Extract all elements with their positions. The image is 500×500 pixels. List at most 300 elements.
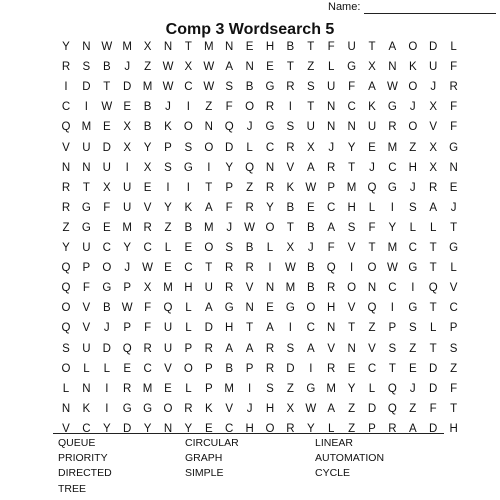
- grid-letter: N: [225, 41, 234, 53]
- grid-letter: C: [347, 101, 356, 114]
- grid-letter: U: [82, 141, 91, 154]
- grid-letter: T: [429, 302, 437, 315]
- grid-letter: T: [286, 61, 294, 74]
- grid-letter: E: [306, 201, 315, 214]
- grid-letter: Y: [347, 141, 356, 154]
- grid-letter: S: [164, 161, 172, 174]
- grid-letter: H: [408, 161, 417, 174]
- grid-letter: B: [102, 61, 111, 74]
- grid-letter: P: [388, 322, 397, 335]
- grid-letter: E: [347, 362, 356, 375]
- grid-letter: Y: [62, 41, 70, 53]
- grid-letter: B: [306, 282, 315, 295]
- grid-letter: J: [369, 161, 375, 174]
- grid-letter: E: [184, 242, 193, 254]
- grid-letter: Y: [306, 422, 315, 435]
- grid-letter: N: [327, 101, 336, 114]
- grid-letter: U: [204, 282, 213, 295]
- grid-letter: G: [81, 221, 91, 234]
- grid-letter: B: [306, 221, 315, 234]
- grid-letter: O: [265, 221, 275, 234]
- name-label: Name:: [328, 1, 361, 13]
- grid-letter: N: [347, 121, 356, 134]
- grid-letter: U: [123, 181, 132, 194]
- grid-letter: S: [225, 81, 234, 94]
- grid-letter: Q: [224, 121, 234, 134]
- grid-letter: T: [184, 41, 192, 53]
- grid-letter: G: [408, 262, 418, 275]
- grid-letter: D: [225, 141, 234, 154]
- grid-letter: M: [204, 221, 214, 234]
- grid-letter: M: [142, 81, 153, 94]
- grid-letter: F: [450, 101, 458, 114]
- grid-letter: E: [102, 121, 111, 134]
- grid-letter: F: [429, 402, 437, 415]
- grid-letter: B: [143, 121, 152, 134]
- grid-letter: M: [142, 382, 153, 395]
- grid-letter: M: [285, 282, 296, 295]
- grid-letter: R: [388, 121, 397, 134]
- grid-letter: X: [143, 282, 152, 295]
- grid-letter: G: [265, 121, 275, 134]
- grid-letter: E: [102, 221, 111, 234]
- word-list-item: TREE: [58, 482, 87, 495]
- grid-letter: R: [245, 201, 254, 214]
- page-title: Comp 3 Wordsearch 5: [165, 21, 335, 38]
- grid-letter: J: [430, 81, 437, 94]
- grid-letter: I: [390, 302, 394, 315]
- grid-letter: X: [286, 402, 295, 415]
- grid-letter: D: [82, 81, 91, 94]
- grid-letter: C: [388, 161, 397, 174]
- grid-letter: Y: [347, 382, 356, 395]
- grid-letter: L: [83, 362, 90, 375]
- grid-letter: L: [327, 422, 335, 435]
- grid-letter: R: [61, 181, 71, 194]
- grid-letter: D: [102, 342, 111, 355]
- grid-letter: A: [368, 81, 376, 94]
- grid-letter: N: [82, 161, 91, 174]
- grid-letter: C: [388, 282, 397, 295]
- grid-letter: V: [347, 302, 356, 315]
- grid-letter: A: [306, 161, 315, 174]
- word-list-item: SIMPLE: [185, 467, 224, 480]
- grid-letter: E: [123, 362, 132, 375]
- grid-letter: I: [105, 402, 109, 415]
- grid-letter: T: [429, 342, 437, 355]
- grid-letter: P: [123, 322, 132, 335]
- grid-letter: F: [82, 282, 90, 295]
- grid-letter: S: [347, 221, 356, 234]
- grid-letter: V: [143, 201, 152, 214]
- grid-letter: R: [449, 81, 458, 94]
- grid-letter: M: [346, 181, 357, 194]
- grid-letter: G: [183, 161, 193, 174]
- grid-letter: Z: [205, 101, 213, 114]
- grid-letter: T: [286, 221, 294, 234]
- grid-letter: O: [408, 121, 418, 134]
- grid-letter: V: [286, 161, 295, 174]
- grid-letter: R: [286, 81, 295, 94]
- grid-letter: O: [163, 402, 173, 415]
- grid-letter: Z: [450, 362, 458, 375]
- grid-letter: B: [143, 101, 152, 114]
- grid-letter: B: [245, 242, 254, 254]
- grid-letter: B: [225, 362, 234, 375]
- grid-letter: G: [285, 302, 295, 315]
- grid-letter: L: [62, 382, 70, 395]
- grid-letter: Z: [62, 221, 70, 234]
- grid-letter: K: [368, 101, 376, 114]
- word-list-item: GRAPH: [185, 452, 223, 465]
- grid-letter: Y: [102, 422, 111, 435]
- grid-letter: Q: [387, 402, 397, 415]
- grid-letter: R: [388, 422, 397, 435]
- grid-letter: P: [184, 342, 193, 355]
- grid-letter: Z: [286, 382, 294, 395]
- grid-letter: O: [408, 81, 418, 94]
- grid-letter: F: [368, 221, 376, 234]
- grid-letter: I: [390, 201, 394, 214]
- grid-letter: R: [327, 282, 336, 295]
- grid-letter: X: [143, 41, 152, 53]
- grid-letter: V: [164, 362, 172, 375]
- grid-letter: D: [286, 362, 295, 375]
- grid-letter: D: [429, 422, 438, 435]
- grid-letter: P: [123, 282, 132, 295]
- grid-letter: A: [245, 342, 254, 355]
- grid-letter: U: [102, 161, 111, 174]
- grid-letter: E: [164, 382, 172, 395]
- grid-letter: A: [225, 342, 234, 355]
- grid-letter: Q: [326, 262, 336, 275]
- word-list-item: QUEUE: [58, 437, 96, 449]
- grid-letter: R: [61, 201, 71, 214]
- grid-letter: Q: [163, 302, 173, 315]
- grid-letter: P: [368, 422, 376, 435]
- grid-letter: G: [122, 402, 132, 415]
- grid-letter: M: [122, 41, 132, 53]
- grid-letter: A: [429, 201, 438, 214]
- grid-letter: F: [144, 302, 152, 315]
- grid-letter: C: [82, 422, 91, 435]
- grid-letter: M: [204, 41, 214, 53]
- grid-letter: C: [184, 81, 193, 94]
- grid-letter: J: [328, 141, 335, 154]
- grid-letter: V: [82, 322, 91, 335]
- grid-letter: G: [408, 302, 418, 315]
- grid-letter: A: [266, 322, 274, 335]
- grid-letter: G: [449, 242, 459, 254]
- word-list-item: CYCLE: [315, 467, 351, 480]
- grid-letter: T: [368, 242, 376, 254]
- grid-letter: Z: [144, 61, 152, 74]
- grid-letter: R: [245, 262, 254, 275]
- grid-letter: P: [82, 262, 91, 275]
- grid-letter: V: [62, 141, 70, 154]
- grid-letter: T: [205, 262, 213, 275]
- grid-letter: J: [165, 101, 171, 114]
- grid-letter: W: [203, 61, 215, 74]
- grid-letter: T: [82, 181, 90, 194]
- grid-letter: O: [183, 362, 193, 375]
- grid-letter: X: [102, 181, 111, 194]
- grid-letter: T: [368, 41, 376, 53]
- grid-letter: R: [327, 161, 336, 174]
- grid-letter: O: [204, 141, 214, 154]
- grid-letter: N: [347, 342, 356, 355]
- grid-letter: D: [204, 322, 213, 335]
- grid-letter: Q: [367, 181, 377, 194]
- grid-letter: O: [306, 302, 316, 315]
- grid-letter: J: [103, 322, 110, 335]
- grid-letter: G: [224, 302, 234, 315]
- grid-letter: R: [265, 362, 275, 375]
- grid-letter: L: [429, 322, 437, 335]
- grid-letter: R: [184, 402, 193, 415]
- grid-letter: F: [450, 61, 458, 74]
- grid-letter: N: [163, 422, 173, 435]
- grid-letter: T: [348, 161, 356, 174]
- grid-letter: I: [349, 262, 354, 275]
- grid-letter: L: [450, 262, 457, 275]
- grid-letter: Z: [164, 221, 172, 234]
- grid-letter: G: [449, 141, 459, 154]
- grid-letter: J: [409, 101, 416, 114]
- grid-letter: D: [123, 422, 132, 435]
- grid-letter: I: [207, 161, 211, 174]
- grid-letter: P: [164, 141, 172, 154]
- word-list-item: PRIORITY: [58, 452, 108, 465]
- word-list-item: DIRECTED: [58, 467, 112, 480]
- grid-letter: B: [245, 81, 254, 94]
- grid-letter: U: [163, 342, 173, 355]
- grid-letter: O: [61, 362, 71, 375]
- grid-letter: Q: [61, 322, 71, 335]
- grid-letter: Z: [368, 322, 376, 335]
- grid-letter: Q: [428, 282, 438, 295]
- grid-letter: O: [367, 262, 377, 275]
- grid-letter: K: [408, 61, 417, 74]
- grid-letter: Q: [61, 262, 71, 275]
- grid-letter: D: [102, 141, 111, 154]
- grid-letter: W: [101, 101, 113, 114]
- grid-letter: D: [123, 81, 132, 94]
- grid-letter: D: [429, 41, 438, 53]
- grid-letter: O: [245, 101, 255, 114]
- grid-letter: I: [411, 282, 415, 295]
- grid-letter: J: [307, 242, 314, 254]
- grid-letter: N: [82, 382, 91, 395]
- grid-letter: J: [409, 382, 416, 395]
- grid-letter: U: [82, 342, 91, 355]
- grid-letter: L: [327, 61, 335, 74]
- grid-letter: S: [225, 242, 234, 254]
- grid-letter: U: [163, 322, 173, 335]
- grid-letter: T: [348, 322, 356, 335]
- grid-letter: I: [268, 262, 272, 275]
- grid-letter: L: [185, 322, 192, 335]
- grid-letter: I: [247, 382, 252, 395]
- grid-letter: Y: [143, 141, 152, 154]
- grid-letter: Z: [348, 402, 356, 415]
- grid-letter: I: [309, 362, 313, 375]
- grid-letter: X: [286, 242, 295, 254]
- grid-letter: V: [225, 402, 234, 415]
- grid-letter: L: [103, 362, 110, 375]
- grid-letter: R: [265, 101, 275, 114]
- grid-letter: Y: [123, 242, 132, 254]
- grid-letter: I: [84, 101, 88, 114]
- grid-letter: P: [204, 362, 213, 375]
- grid-letter: F: [144, 322, 152, 335]
- grid-letter: G: [102, 282, 112, 295]
- grid-letter: J: [450, 201, 457, 214]
- grid-letter: V: [62, 422, 70, 435]
- grid-letter: W: [101, 41, 113, 53]
- grid-letter: N: [61, 161, 71, 174]
- grid-letter: W: [244, 221, 256, 234]
- grid-letter: H: [327, 302, 336, 315]
- grid-letter: Y: [62, 242, 70, 254]
- grid-letter: I: [166, 181, 170, 194]
- grid-letter: H: [449, 422, 458, 435]
- grid-letter: N: [388, 61, 397, 74]
- grid-letter: W: [121, 302, 133, 315]
- grid-letter: S: [62, 342, 70, 355]
- grid-letter: T: [450, 402, 458, 415]
- grid-letter: T: [307, 101, 315, 114]
- grid-letter: G: [265, 81, 275, 94]
- grid-letter: B: [286, 201, 295, 214]
- grid-letter: E: [368, 141, 376, 154]
- grid-letter: T: [429, 262, 437, 275]
- grid-letter: U: [123, 201, 132, 214]
- grid-letter: R: [429, 181, 438, 194]
- grid-letter: J: [409, 181, 416, 194]
- grid-letter: J: [246, 402, 253, 415]
- grid-letter: T: [307, 41, 315, 53]
- grid-letter: S: [449, 342, 458, 355]
- grid-letter: N: [449, 161, 458, 174]
- grid-letter: E: [266, 302, 274, 315]
- grid-letter: N: [82, 41, 91, 53]
- grid-letter: S: [82, 61, 91, 74]
- grid-letter: E: [143, 181, 152, 194]
- grid-letter: C: [61, 101, 71, 114]
- grid-letter: T: [388, 362, 396, 375]
- grid-letter: L: [246, 141, 253, 154]
- grid-letter: Z: [348, 422, 356, 435]
- grid-letter: J: [226, 221, 233, 234]
- grid-letter: E: [245, 41, 254, 53]
- grid-letter: N: [245, 302, 254, 315]
- grid-letter: N: [327, 322, 336, 335]
- grid-letter: X: [429, 141, 438, 154]
- grid-letter: Q: [387, 382, 397, 395]
- grid-letter: V: [82, 302, 91, 315]
- grid-letter: J: [124, 262, 131, 275]
- grid-letter: P: [327, 181, 336, 194]
- grid-letter: W: [162, 61, 174, 74]
- grid-letter: S: [286, 342, 295, 355]
- grid-letter: S: [408, 322, 417, 335]
- grid-letter: T: [429, 242, 437, 254]
- grid-letter: L: [368, 201, 376, 214]
- grid-letter: V: [368, 342, 376, 355]
- grid-letter: K: [184, 201, 193, 214]
- grid-letter: W: [305, 402, 317, 415]
- grid-letter: L: [185, 302, 192, 315]
- grid-letter: V: [245, 282, 254, 295]
- grid-letter: C: [143, 362, 152, 375]
- grid-letter: K: [286, 181, 295, 194]
- grid-letter: S: [408, 201, 417, 214]
- grid-letter: B: [184, 221, 193, 234]
- grid-letter: F: [225, 101, 233, 114]
- grid-letter: C: [102, 242, 111, 254]
- word-list-item: AUTOMATION: [315, 452, 385, 465]
- grid-letter: W: [162, 81, 174, 94]
- grid-letter: X: [429, 161, 438, 174]
- grid-letter: I: [125, 161, 129, 174]
- grid-letter: N: [163, 41, 173, 53]
- grid-letter: F: [327, 242, 335, 254]
- grid-letter: N: [367, 282, 377, 295]
- grid-letter: N: [245, 61, 254, 74]
- grid-letter: N: [204, 121, 213, 134]
- grid-letter: S: [306, 81, 315, 94]
- grid-letter: W: [142, 262, 154, 275]
- grid-letter: M: [163, 282, 173, 295]
- word-list-item: CIRCULAR: [185, 437, 239, 449]
- grid-letter: W: [305, 181, 317, 194]
- grid-letter: C: [367, 362, 377, 375]
- grid-letter: W: [386, 81, 398, 94]
- grid-letter: X: [368, 61, 376, 74]
- grid-letter: O: [102, 262, 112, 275]
- grid-letter: O: [347, 282, 357, 295]
- grid-letter: C: [225, 422, 234, 435]
- grid-letter: S: [184, 141, 193, 154]
- grid-letter: R: [143, 221, 152, 234]
- grid-letter: M: [81, 121, 92, 134]
- grid-letter: V: [347, 242, 356, 254]
- grid-letter: O: [183, 121, 193, 134]
- grid-letter: G: [81, 201, 91, 214]
- grid-letter: W: [284, 262, 296, 275]
- grid-letter: W: [203, 81, 215, 94]
- grid-letter: V: [429, 121, 438, 134]
- grid-letter: J: [246, 121, 253, 134]
- grid-letter: R: [225, 262, 234, 275]
- grid-letter: X: [123, 121, 132, 134]
- grid-letter: C: [327, 201, 336, 214]
- grid-letter: A: [225, 61, 234, 74]
- grid-letter: C: [306, 322, 315, 335]
- grid-letter: K: [82, 402, 91, 415]
- grid-letter: H: [245, 422, 254, 435]
- grid-letter: L: [164, 242, 172, 254]
- grid-letter: L: [368, 382, 376, 395]
- grid-letter: C: [449, 302, 458, 315]
- grid-letter: G: [387, 101, 397, 114]
- grid-letter: A: [327, 221, 336, 234]
- grid-letter: K: [204, 402, 213, 415]
- grid-letter: O: [204, 242, 214, 254]
- grid-letter: L: [429, 221, 437, 234]
- grid-letter: O: [408, 41, 418, 53]
